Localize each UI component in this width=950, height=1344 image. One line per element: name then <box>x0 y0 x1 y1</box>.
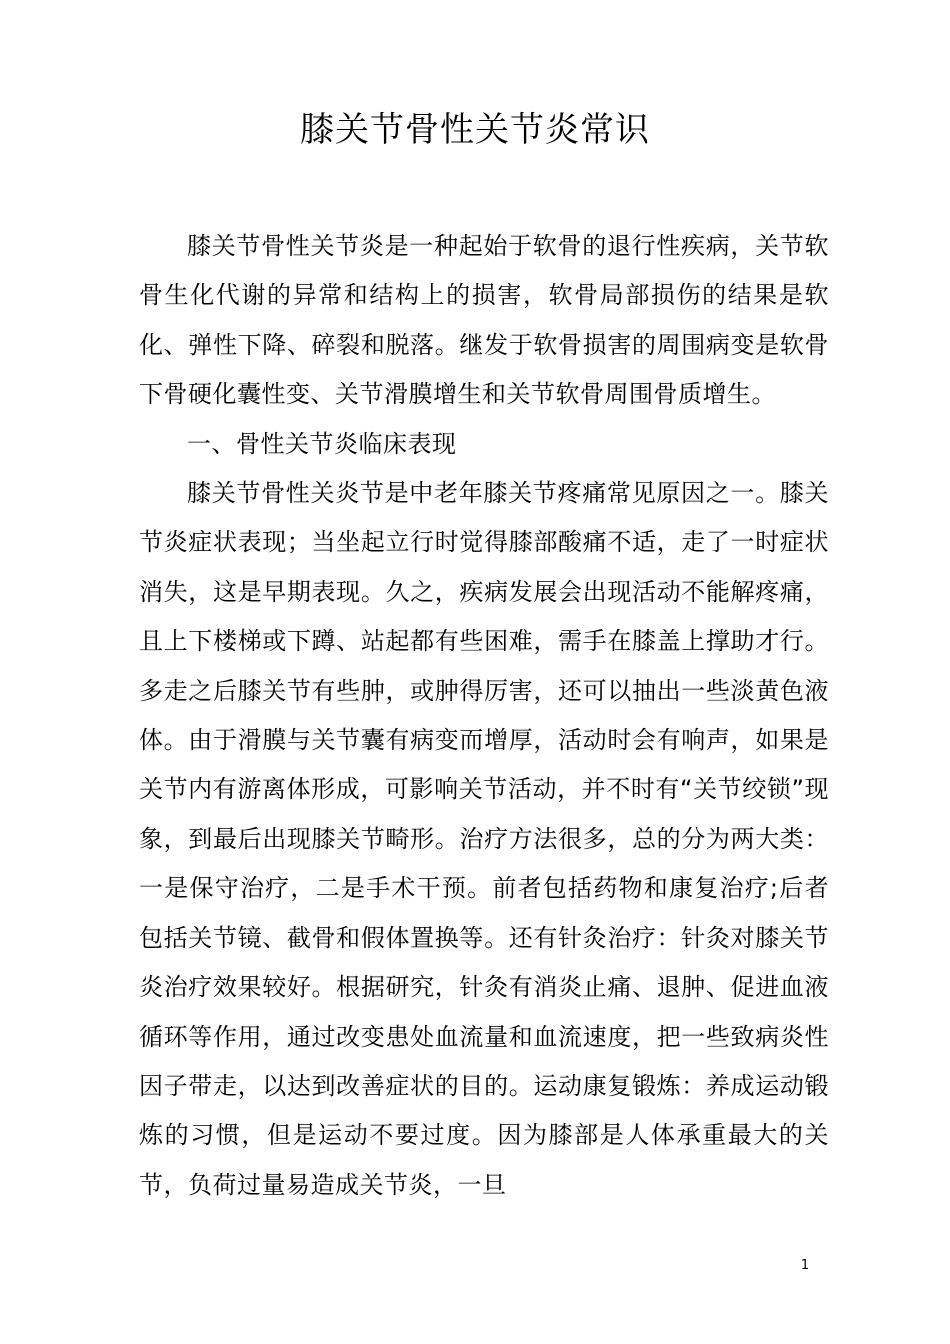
intro-paragraph: 膝关节骨性关节炎是一种起始于软骨的退行性疾病，关节软骨生化代谢的异常和结构上的损害，软骨局部损伤的结果是软化、弹性下降、碎裂和脱落。继发于软骨损害的周围病变是软骨下骨硬化囊性变、关节滑膜增生和关节软骨周围骨质增生。 <box>139 232 829 409</box>
section-paragraph: 膝关节骨性关炎节是中老年膝关节疼痛常见原因之一。膝关节炎症状表现；当坐起立行时觉得膝部酸痛不适，走了一时症状消失，这是早期表现。久之，疾病发展会出现活动不能解疼痛，且上下楼梯或下蹲、站起都有些困难，需手在膝盖上撑助才行。多走之后膝关节有些肿，或肿得厉害，还可以抽出一些淡黄色液体。由于滑膜与关节囊有病变而增厚，活动时会有响声，如果是关节内有游离体形成，可影响关节活动，并不时有“关节绞锁”现象，到最后出现膝关节畸形。治疗方法很多，总的分为两大类：一是保守治疗，二是手术干预。前者包括药物和康复治疗;后者包括关节镜、截骨和假体置换等。还有针灸治疗：针灸对膝关节炎治疗效果较好。根据研究，针灸有消炎止痛、退肿、促进血液循环等作用，通过改变患处血流量和血流速度，把一些致病炎性因子带走，以达到改善症状的目的。运动康复锻炼：养成运动锻炼的习惯，但是运动不要过度。因为膝部是人体承重最大的关节，负荷过量易造成关节炎，一旦 <box>139 479 829 1199</box>
document-title: 膝关节骨性关节炎常识 <box>300 110 650 150</box>
page-number: 1 <box>800 1258 810 1273</box>
section-heading: 一、骨性关节炎临床表现 <box>187 429 457 458</box>
document-body <box>139 222 829 1210</box>
